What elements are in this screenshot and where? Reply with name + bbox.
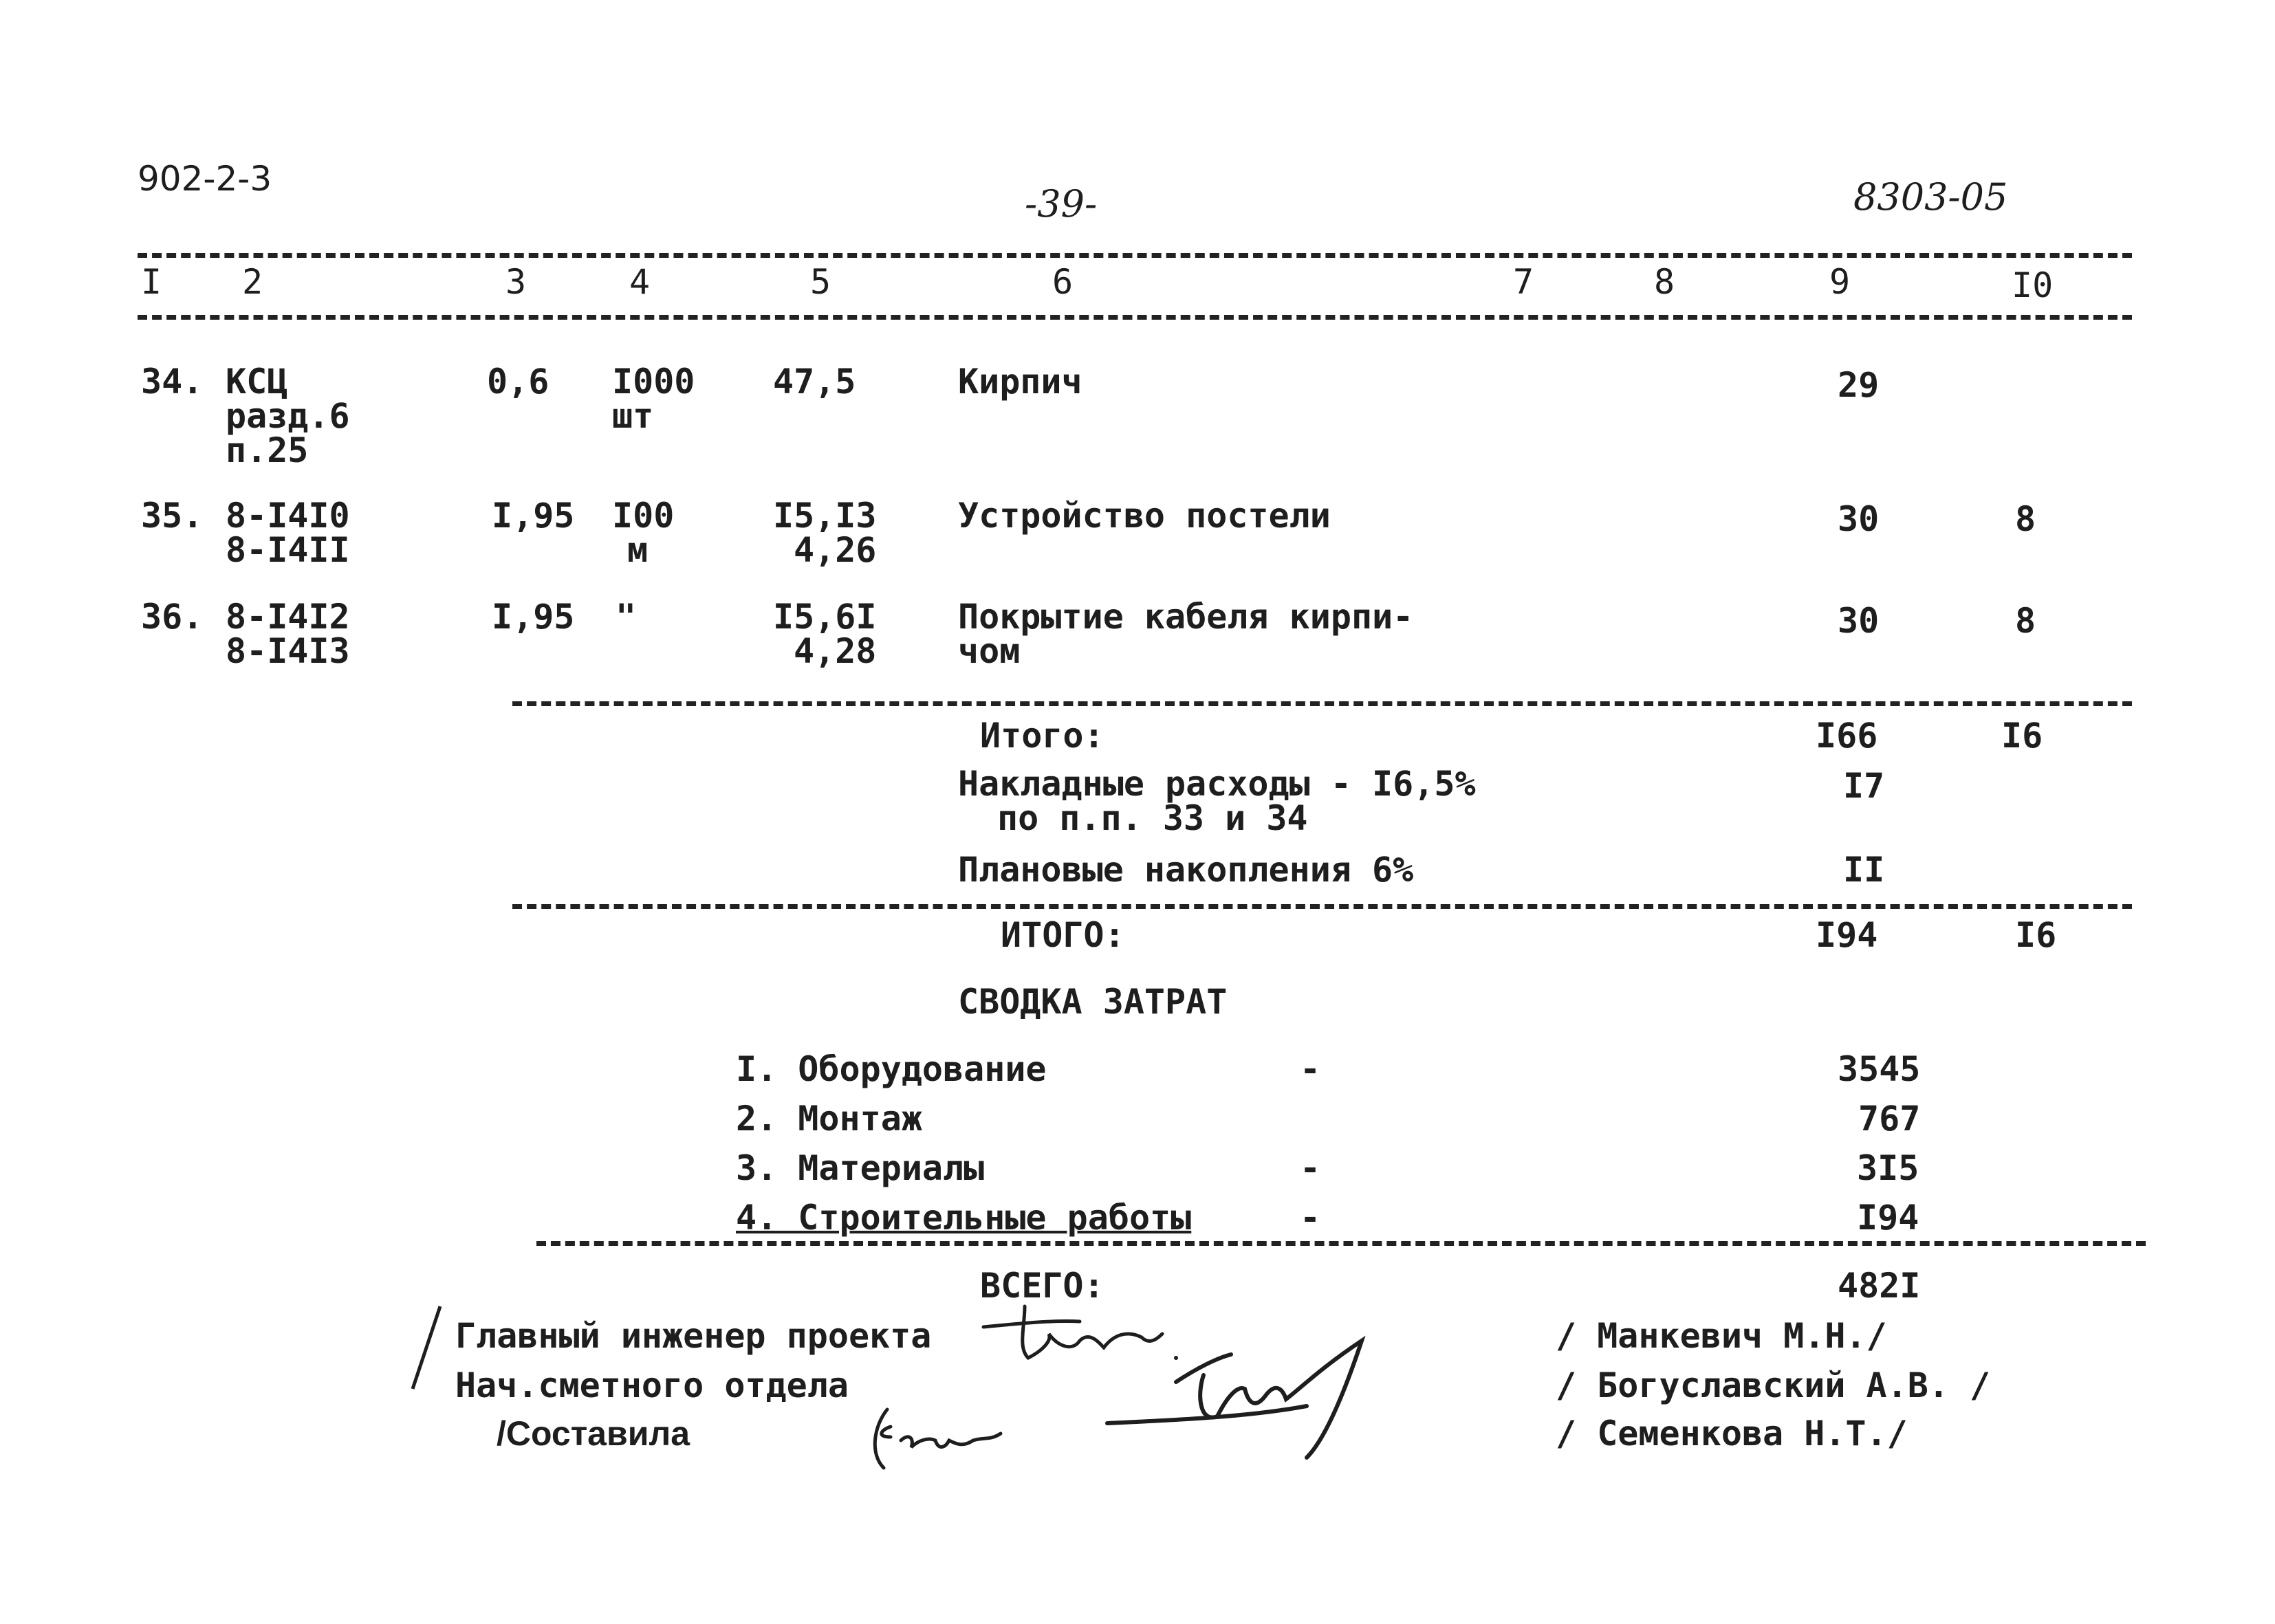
col-header-9: 9 xyxy=(1829,262,1851,302)
signature-role: Нач.сметного отдела xyxy=(455,1365,849,1405)
summary-item-label: 3. Материалы xyxy=(736,1148,985,1188)
row-col9: 30 xyxy=(1838,499,1880,539)
row-code-line: 8-I4I2 xyxy=(226,597,350,637)
row-price-line: I5,6I xyxy=(773,597,877,637)
planned-label: Плановые накопления 6% xyxy=(958,850,1414,890)
col-header-4: 4 xyxy=(629,262,651,302)
grand-total-label: ВСЕГО: xyxy=(980,1266,1104,1306)
itogo-col10: I6 xyxy=(2001,716,2043,756)
page-number: -39- xyxy=(1025,182,1098,226)
col-header-1: I xyxy=(141,262,162,302)
summary-item-value: 767 xyxy=(1858,1099,1921,1139)
total-top-line xyxy=(512,904,2132,909)
row-code-line: п.25 xyxy=(226,430,309,470)
summary-item-value: 3I5 xyxy=(1857,1148,1919,1188)
row-description: Устройство постели xyxy=(958,496,1331,536)
summary-item-label: I. Оборудование xyxy=(736,1049,1047,1089)
summary-title: СВОДКА ЗАТРАТ xyxy=(958,982,1228,1022)
row-code-line: КСЦ xyxy=(226,362,288,402)
row-qty: 0,6 xyxy=(487,362,549,402)
row-unit-line: " xyxy=(616,597,637,637)
signature-name: / Семенкова Н.Т./ xyxy=(1556,1414,1908,1453)
row-code-line: 8-I4II xyxy=(226,530,350,570)
signature-role: /Составила xyxy=(497,1414,690,1453)
row-number: 34. xyxy=(141,362,204,402)
overhead-label-sub: по п.п. 33 и 34 xyxy=(997,798,1308,838)
col-header-8: 8 xyxy=(1654,262,1675,302)
total-col9: I94 xyxy=(1816,915,1878,955)
row-description: Кирпич xyxy=(958,362,1082,402)
col-header-10: I0 xyxy=(2012,265,2054,305)
row-col9: 29 xyxy=(1838,365,1880,405)
row-number: 36. xyxy=(141,597,204,637)
row-description: Покрытие кабеля кирпи- xyxy=(958,597,1414,637)
row-unit-line: I00 xyxy=(612,496,675,536)
col-header-7: 7 xyxy=(1513,262,1534,302)
sheet-ref: 8303-05 xyxy=(1853,175,2008,219)
row-qty: I,95 xyxy=(492,496,575,536)
row-col10: 8 xyxy=(2015,601,2036,641)
overhead-label: Накладные расходы - I6,5% xyxy=(958,764,1476,804)
row-code-line: 8-I4I3 xyxy=(226,631,350,671)
overhead-col9: I7 xyxy=(1843,766,1885,806)
summary-item-dash: - xyxy=(1300,1148,1321,1188)
row-unit-line: I000 xyxy=(612,362,695,402)
row-qty: I,95 xyxy=(492,597,575,637)
row-col9: 30 xyxy=(1838,601,1880,641)
total-col10: I6 xyxy=(2015,915,2057,955)
slash-mark xyxy=(406,1303,447,1392)
header-bottom-line xyxy=(138,315,2132,320)
row-price-line: 4,26 xyxy=(794,530,877,570)
col-header-2: 2 xyxy=(242,262,263,302)
row-col10: 8 xyxy=(2015,499,2036,539)
row-price-line: 47,5 xyxy=(773,362,856,402)
grand-total-value: 482I xyxy=(1838,1266,1921,1306)
handwritten-signature-3 xyxy=(860,1399,1011,1478)
summary-item-value: I94 xyxy=(1857,1198,1919,1238)
subtotal-top-line xyxy=(512,701,2132,706)
signature-name: / Богуславский А.В. / xyxy=(1556,1365,1991,1405)
signature-role: Главный инженер проекта xyxy=(455,1316,932,1356)
row-code-line: 8-I4I0 xyxy=(226,496,350,536)
itogo-col9: I66 xyxy=(1816,716,1878,756)
row-number: 35. xyxy=(141,496,204,536)
doc-code: 902-2-3 xyxy=(138,159,272,199)
col-header-3: 3 xyxy=(505,262,527,302)
signature-name: / Манкевич М.Н./ xyxy=(1556,1316,1887,1356)
row-price-line: I5,I3 xyxy=(773,496,877,536)
itogo-label: Итого: xyxy=(980,716,1104,756)
col-header-6: 6 xyxy=(1052,262,1074,302)
row-unit-line: м xyxy=(627,530,649,570)
row-unit-line: шт xyxy=(612,396,654,436)
handwritten-signature-2 xyxy=(1100,1320,1417,1471)
total-label: ИТОГО: xyxy=(1001,915,1125,955)
col-header-5: 5 xyxy=(810,262,831,302)
summary-bottom-line xyxy=(536,1241,2146,1246)
summary-item-label: 2. Монтаж xyxy=(736,1099,922,1139)
summary-item-dash: - xyxy=(1300,1198,1321,1238)
summary-item-value: 3545 xyxy=(1838,1049,1921,1089)
planned-col9: II xyxy=(1843,850,1885,890)
row-price-line: 4,28 xyxy=(794,631,877,671)
summary-item-dash: - xyxy=(1300,1049,1321,1089)
header-top-line xyxy=(138,253,2132,258)
row-code-line: разд.6 xyxy=(226,396,350,436)
summary-item-label: 4. Строительные работы xyxy=(736,1198,1192,1238)
row-description: чом xyxy=(958,631,1021,671)
